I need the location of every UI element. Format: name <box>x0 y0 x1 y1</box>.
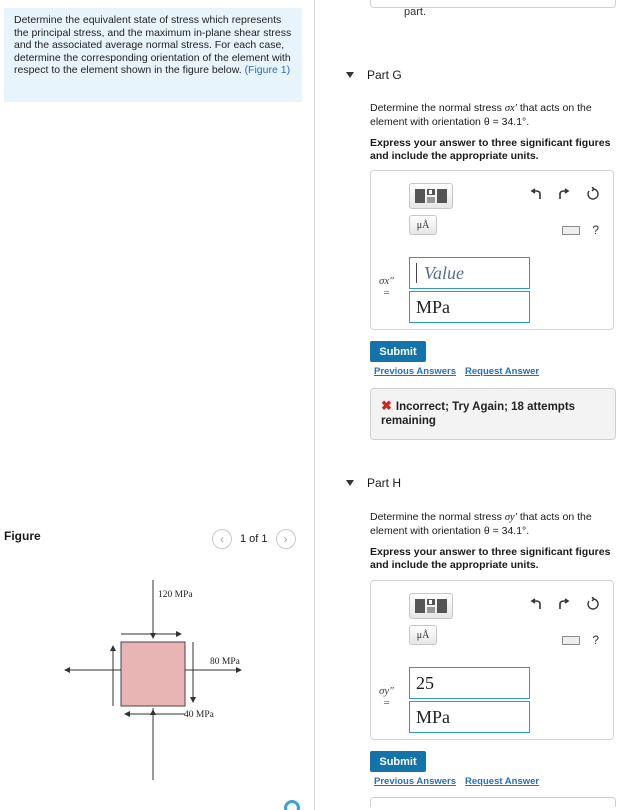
stress-label-bottom: 40 MPa <box>184 710 214 720</box>
templates-icon <box>414 597 448 615</box>
part-g-feedback <box>370 388 616 440</box>
part-g-previous-answers-link[interactable]: Previous Answers <box>374 366 457 377</box>
part-g-value-input[interactable]: Value <box>409 257 530 289</box>
stress-element <box>121 642 185 706</box>
stress-label-top: 120 MPa <box>158 590 193 600</box>
part-g-submit-button[interactable]: Submit <box>370 341 426 362</box>
redo-icon[interactable] <box>558 187 570 205</box>
help-icon[interactable]: ? <box>592 633 599 647</box>
chevron-left-icon[interactable]: ‹ <box>212 529 232 549</box>
stress-element-figure <box>55 580 305 780</box>
templates-button[interactable] <box>409 593 453 619</box>
pager-text: 1 of 1 <box>240 533 268 545</box>
chevron-right-icon[interactable]: › <box>276 529 296 549</box>
part-g-question: Determine the normal stress σx′ that acts on the element with orientation θ = 34.1°. <box>370 102 592 128</box>
next-part-box <box>370 797 616 807</box>
part-h-previous-answers-link[interactable]: Previous Answers <box>374 776 457 787</box>
part-g-answer-box <box>370 170 614 330</box>
figure-link[interactable]: (Figure 1) <box>244 64 291 77</box>
previous-part-text: part. <box>404 6 427 18</box>
templates-button[interactable] <box>409 183 453 209</box>
caret-down-icon <box>346 480 354 486</box>
column-divider <box>314 0 315 810</box>
part-g-header[interactable] <box>346 68 402 82</box>
help-icon[interactable]: ? <box>592 223 599 237</box>
part-h-question: Determine the normal stress σy′ that acts on the element with orientation θ = 34.1°. <box>370 511 592 537</box>
units-button[interactable]: μÅ <box>409 625 437 645</box>
units-button[interactable]: μÅ <box>409 215 437 235</box>
feedback-text: Incorrect; Try Again; 18 attempts remaining <box>381 401 576 427</box>
templates-icon <box>414 187 448 205</box>
keyboard-icon[interactable] <box>562 226 580 235</box>
part-h-links <box>374 776 539 787</box>
stress-label-right: 80 MPa <box>210 657 240 667</box>
part-g-unit-input[interactable]: MPa <box>409 291 530 323</box>
keyboard-icon[interactable] <box>562 636 580 645</box>
problem-text: Determine the equivalent state of stress which represents the principal stress, and the maximum in-plane shear stress and the associated average normal stress. For each case, determine the corresponding orientation of the element with respect to the element shown in the figure below. <box>14 14 292 77</box>
part-h-unit-input[interactable]: MPa <box>409 701 530 733</box>
pearson-logo-icon <box>284 800 300 810</box>
part-h-answer-box <box>370 580 614 740</box>
part-g-title: Part G <box>367 68 402 82</box>
sigma-x-symbol: σx″ = <box>379 275 394 299</box>
part-g-instruction: Express your answer to three significant figures and include the appropriate units. <box>370 137 611 162</box>
part-h-instruction: Express your answer to three significant figures and include the appropriate units. <box>370 546 611 571</box>
part-h-request-answer-link[interactable]: Request Answer <box>465 776 540 787</box>
undo-icon[interactable] <box>530 597 542 615</box>
reset-icon[interactable] <box>586 187 599 205</box>
reset-icon[interactable] <box>586 597 599 615</box>
part-h-title: Part H <box>367 476 402 490</box>
part-h-header[interactable] <box>346 476 401 490</box>
figure-pager <box>212 529 296 549</box>
part-h-value-input[interactable]: 25 <box>409 667 530 699</box>
part-g-links <box>374 366 539 377</box>
undo-icon[interactable] <box>530 187 542 205</box>
part-g-request-answer-link[interactable]: Request Answer <box>465 366 540 377</box>
x-icon: ✖ <box>381 398 392 413</box>
figure-label: Figure <box>4 529 41 543</box>
problem-statement <box>4 8 302 102</box>
part-h-submit-button[interactable]: Submit <box>370 751 426 772</box>
redo-icon[interactable] <box>558 597 570 615</box>
sigma-y-symbol: σy″ = <box>379 685 394 709</box>
caret-down-icon <box>346 72 354 78</box>
